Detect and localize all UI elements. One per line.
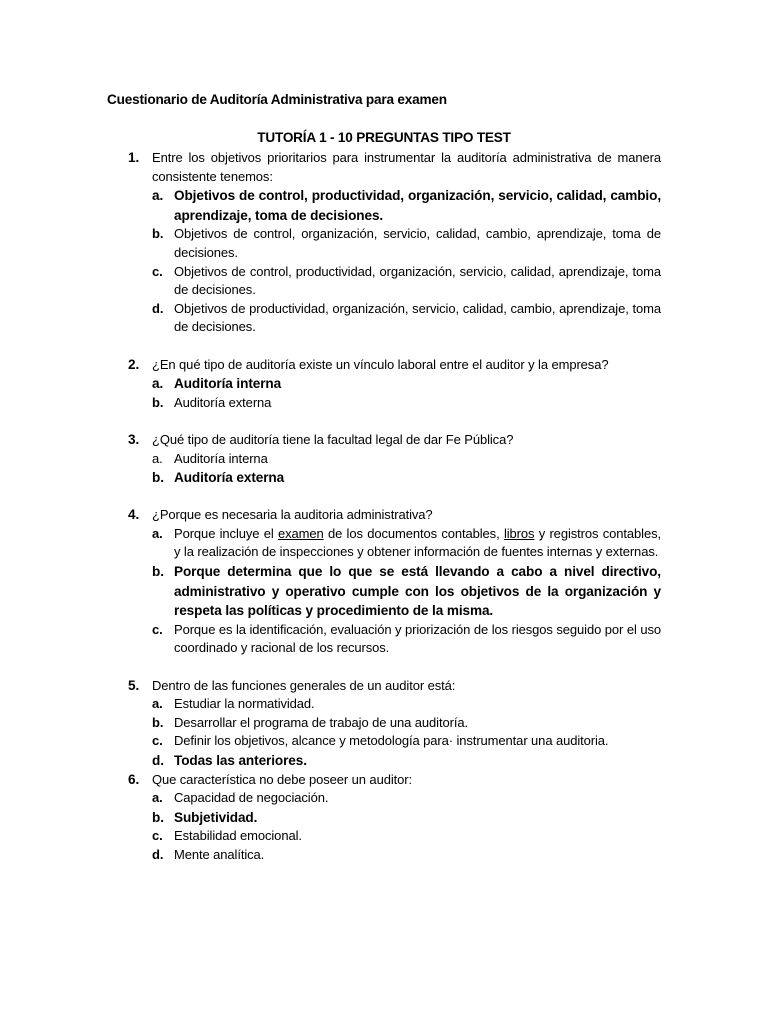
option-c (128, 827, 661, 846)
option-label: d. (152, 300, 164, 316)
option-text: Desarrollar el programa de trabajo de una auditoría. (174, 714, 468, 730)
question-text (128, 771, 661, 790)
question-stem: Entre los objetivos prioritarios para instrumentar la auditoría administrativa de manera consistente tenemos: (152, 150, 661, 184)
option-label: d. (152, 753, 164, 768)
option-text-part: de los documentos contables, (323, 525, 504, 541)
libros-link[interactable]: libros (503, 525, 535, 541)
option-label: b. (152, 470, 164, 486)
option-b (128, 714, 661, 733)
question-3 (128, 431, 661, 488)
option-a (128, 789, 661, 808)
option-text: Porque determina que lo que se está llevando a cabo a nivel directivo, administrativo y operativo cumple con los objetivos de la organización y respeta las políticas y procedimiento de la misma. (174, 564, 661, 619)
option-label: a. (152, 525, 163, 541)
option-list (128, 525, 661, 658)
option-b-correct (128, 562, 661, 621)
question-stem: ¿Qué tipo de auditoría tiene la facultad legal de dar Fe Pública? (152, 431, 514, 447)
option-text-part: Porque incluye el (174, 525, 278, 541)
option-text: Auditoría externa (174, 470, 285, 486)
question-text (128, 677, 661, 696)
option-list (128, 450, 661, 488)
option-label: c. (152, 263, 163, 279)
option-label: b. (152, 714, 164, 730)
option-text: Estudiar la normatividad. (174, 696, 315, 712)
option-b-correct (128, 808, 661, 828)
option-label: c. (152, 733, 163, 749)
option-label: b. (152, 394, 164, 410)
option-b (128, 225, 661, 262)
option-label: b. (152, 564, 164, 580)
option-label: c. (152, 621, 163, 637)
question-text (128, 356, 661, 375)
option-a (128, 525, 661, 562)
option-c (128, 263, 661, 300)
option-c (128, 732, 661, 751)
option-text: Subjetividad. (174, 809, 258, 825)
option-text: Mente analítica. (174, 846, 265, 862)
document-title: Cuestionario de Auditoría Administrativa para examen (107, 92, 447, 107)
questionnaire (128, 149, 661, 865)
question-4 (128, 506, 661, 658)
option-text: Capacidad de negociación. (174, 790, 329, 806)
question-stem: Que característica no debe poseer un auditor: (152, 771, 412, 787)
option-text (174, 526, 661, 560)
question-1 (128, 149, 661, 337)
question-stem: ¿En qué tipo de auditoría existe un vínculo laboral entre el auditor y la empresa? (152, 356, 609, 372)
option-label: a. (152, 188, 164, 204)
question-number: 3. (128, 431, 140, 447)
option-label: a. (152, 696, 163, 712)
option-text: Porque es la identificación, evaluación y priorización de los riesgos seguido por el uso coordinado y racional de los recursos. (174, 621, 661, 656)
option-list (128, 789, 661, 864)
question-number: 1. (128, 150, 140, 165)
option-c (128, 621, 661, 658)
option-label: a. (152, 790, 163, 806)
question-2 (128, 356, 661, 413)
option-text: Objetivos de control, productividad, organización, servicio, calidad, cambio, aprendizaje, toma de decisiones. (174, 188, 661, 223)
option-text: Auditoría interna (174, 376, 282, 392)
examen-link[interactable]: examen (277, 525, 324, 541)
option-d (128, 846, 661, 865)
option-text: Definir los objetivos, alcance y metodología para· instrumentar una auditoria. (174, 733, 609, 749)
option-text: Auditoría interna (174, 450, 268, 466)
option-text: Todas las anteriores. (174, 753, 307, 768)
option-b-correct (128, 468, 661, 488)
question-number: 6. (128, 771, 140, 787)
question-5 (128, 677, 661, 771)
option-label: b. (152, 226, 164, 242)
option-d (128, 300, 661, 337)
question-6 (128, 771, 661, 865)
option-b (128, 394, 661, 413)
question-number: 4. (128, 507, 140, 523)
question-text (128, 149, 661, 186)
option-a-correct (128, 186, 661, 225)
option-label: a. (152, 376, 164, 392)
option-label: a. (152, 450, 163, 466)
option-text: Objetivos de productividad, organización, servicio, calidad, cambio, aprendizaje, toma de decisiones. (174, 300, 661, 335)
option-text-part: y registros contables, y la realización de inspecciones y obtener información de fuentes internas y externas. (174, 525, 661, 560)
option-list (128, 695, 661, 770)
question-number: 2. (128, 356, 140, 372)
option-text: Objetivos de control, organización, servicio, calidad, cambio, aprendizaje, toma de decisiones. (174, 226, 661, 260)
option-a-correct (128, 374, 661, 394)
question-text (128, 431, 661, 450)
option-d-correct (128, 751, 661, 771)
section-title: TUTORÍA 1 - 10 PREGUNTAS TIPO TEST (257, 130, 511, 145)
question-stem: ¿Porque es necesaria la auditoria administrativa? (152, 507, 433, 523)
option-text: Objetivos de control, productividad, organización, servicio, calidad, aprendizaje, toma de decisiones. (174, 263, 661, 298)
option-list (128, 186, 661, 337)
option-list (128, 374, 661, 412)
question-stem: Dentro de las funciones generales de un auditor está: (152, 677, 456, 693)
option-text: Estabilidad emocional. (174, 828, 302, 844)
option-label: d. (152, 846, 164, 862)
option-a (128, 695, 661, 714)
option-text: Auditoría externa (174, 394, 272, 410)
option-label: b. (152, 809, 164, 825)
question-text (128, 506, 661, 525)
option-label: c. (152, 828, 163, 844)
option-a (128, 450, 661, 469)
question-number: 5. (128, 677, 140, 693)
